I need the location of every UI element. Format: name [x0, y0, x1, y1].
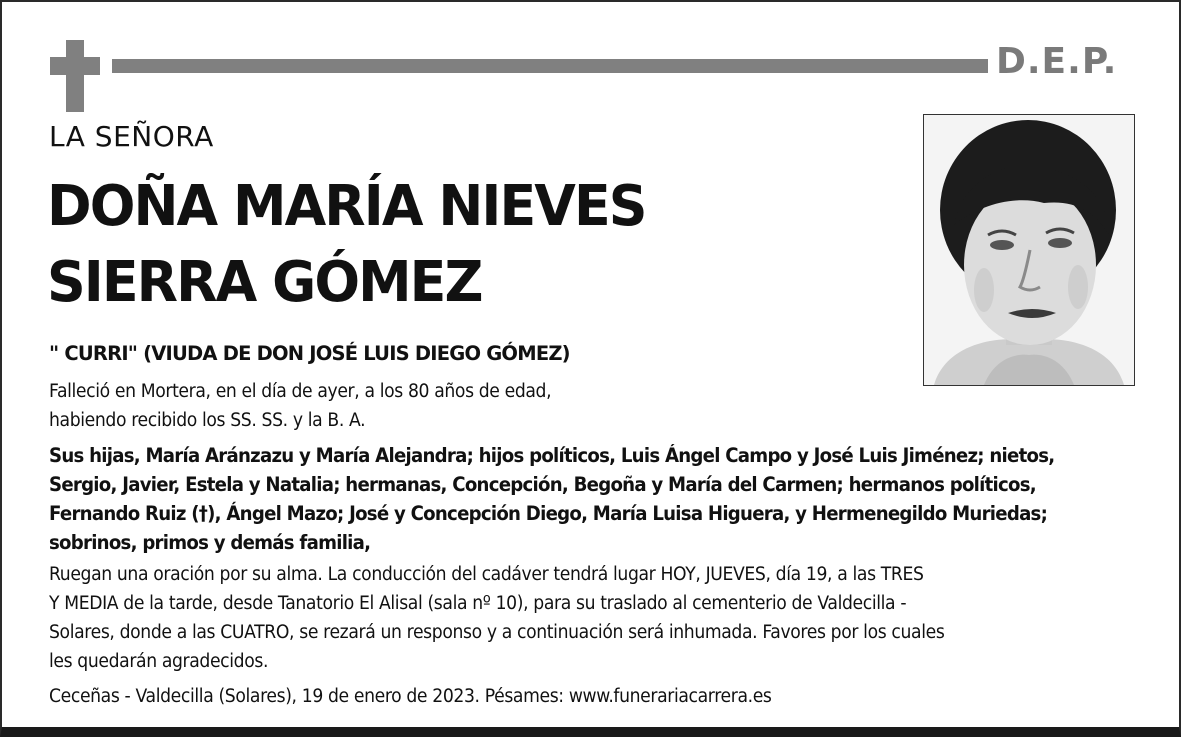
- ceremony-details: [49, 560, 944, 676]
- ceremony-line-3: Solares, donde a las CUATRO, se rezará un responso y a continuación será inhumada. Favores por los cuales: [49, 622, 945, 643]
- death-details: [49, 377, 551, 435]
- ceremony-line-1: Ruegan una oración por su alma. La conducción del cadáver tendrá lugar HOY, JUEVES, día 19, a las TRES: [49, 564, 924, 585]
- death-line-2: habiendo recibido los SS. SS. y la B. A.: [49, 410, 366, 431]
- ceremony-line-2: Y MEDIA de la tarde, desde Tanatorio El Alisal (sala nº 10), para su traslado al cementerio de Valdecilla -: [49, 593, 907, 614]
- header-rule: [112, 59, 988, 73]
- dep-label: D.E.P.: [996, 41, 1118, 82]
- deceased-name-line-1: DOÑA MARÍA NIEVES: [47, 174, 646, 239]
- ceremony-line-4: les quedarán agradecidos.: [49, 651, 269, 672]
- family-list: [49, 441, 1054, 557]
- death-line-1: Falleció en Mortera, en el día de ayer, a los 80 años de edad,: [49, 381, 552, 402]
- family-line-1: Sus hijas, María Aránzazu y María Alejandra; hijos políticos, Luis Ángel Campo y José Luis Jiménez; nietos,: [49, 444, 1055, 467]
- family-line-2: Sergio, Javier, Estela y Natalia; hermanas, Concepción, Begoña y María del Carmen; hermanos políticos,: [49, 473, 1036, 496]
- deceased-name-line-2: SIERRA GÓMEZ: [47, 250, 482, 315]
- nickname-widow-line: " CURRI" (VIUDA DE DON JOSÉ LUIS DIEGO GÓMEZ): [49, 342, 570, 365]
- deceased-name: [47, 169, 646, 321]
- family-line-3: Fernando Ruiz (†), Ángel Mazo; José y Concepción Diego, María Luisa Higuera, y Hermenegildo Muriedas;: [49, 502, 1048, 525]
- latin-cross-icon: [50, 40, 100, 112]
- closing-line: Ceceñas - Valdecilla (Solares), 19 de enero de 2023. Pésames: www.funerariacarrera.es: [49, 686, 772, 707]
- portrait-illustration: [924, 115, 1134, 385]
- honorific-title: LA SEÑORA: [49, 120, 214, 153]
- portrait-photo: [923, 114, 1135, 386]
- family-line-4: sobrinos, primos y demás familia,: [49, 531, 371, 554]
